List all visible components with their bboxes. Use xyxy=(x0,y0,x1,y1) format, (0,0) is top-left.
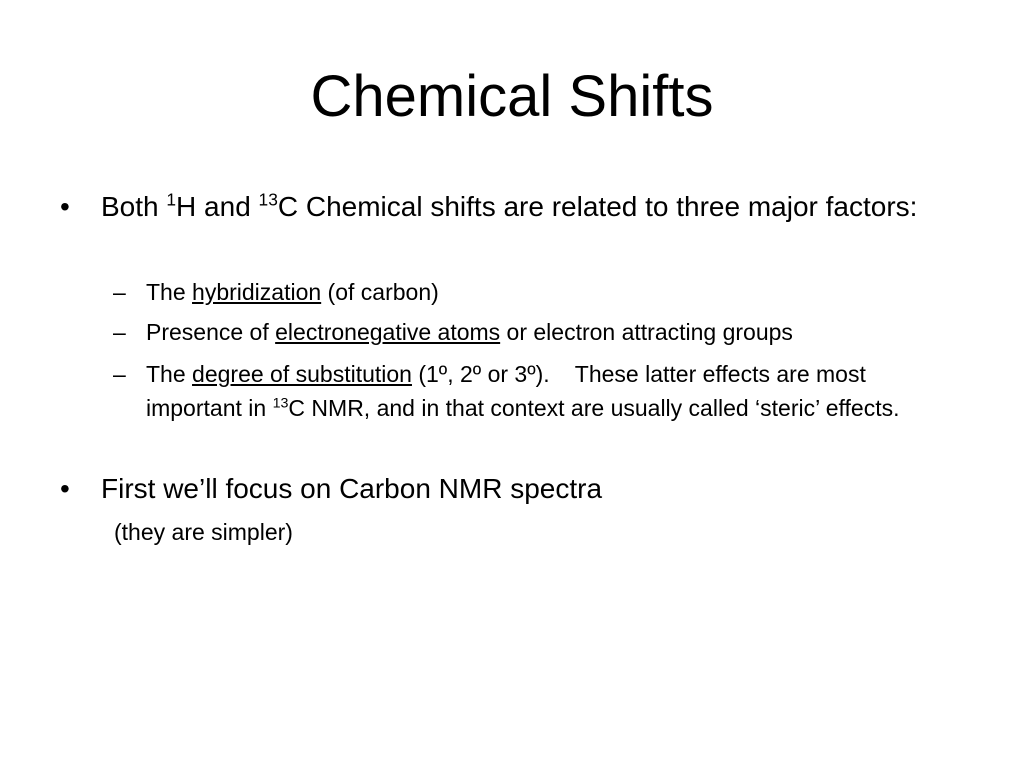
text-segment: Presence of xyxy=(146,319,276,345)
dash-marker: – xyxy=(113,279,126,305)
text-segment: or electron attracting groups xyxy=(500,319,793,345)
text-segment: Both xyxy=(101,191,167,222)
underlined-term: degree of substitution xyxy=(192,361,412,387)
bullet-marker: • xyxy=(60,191,70,222)
bullet-marker: • xyxy=(60,473,70,504)
sub-item-substitution xyxy=(113,357,943,425)
underlined-term: hybridization xyxy=(192,279,322,305)
sub-item-electronegative xyxy=(113,315,963,349)
text-segment: H and xyxy=(176,191,259,222)
bullet-text xyxy=(101,189,960,225)
text-segment: C NMR, and in that context are usually called ‘steric’ effects. xyxy=(288,395,900,421)
bullet-item-carbon-nmr xyxy=(60,471,960,507)
sub-item-text xyxy=(146,275,963,309)
superscript-mass-number: 1 xyxy=(166,189,177,210)
slide-title: Chemical Shifts xyxy=(310,64,714,129)
note-text: (they are simpler) xyxy=(114,519,293,545)
bullet-text: First we’ll focus on Carbon NMR spectra xyxy=(101,473,603,504)
underlined-term: electronegative atoms xyxy=(275,319,501,345)
superscript-mass-number: 13 xyxy=(272,395,289,412)
bullet-item-factors xyxy=(60,189,960,225)
sub-item-hybridization xyxy=(113,275,963,309)
text-segment: C Chemical shifts are related to three major factors: xyxy=(277,191,918,222)
sub-item-text xyxy=(146,357,943,425)
dash-marker: – xyxy=(113,361,126,387)
dash-marker: – xyxy=(113,319,126,345)
text-segment: The xyxy=(146,361,193,387)
text-segment: (of carbon) xyxy=(321,279,439,305)
text-segment: (1º, 2º or 3º). These latter effects are most important in xyxy=(146,361,873,421)
superscript-mass-number: 13 xyxy=(258,189,278,210)
text-segment: The xyxy=(146,279,193,305)
sub-item-text xyxy=(146,315,963,349)
